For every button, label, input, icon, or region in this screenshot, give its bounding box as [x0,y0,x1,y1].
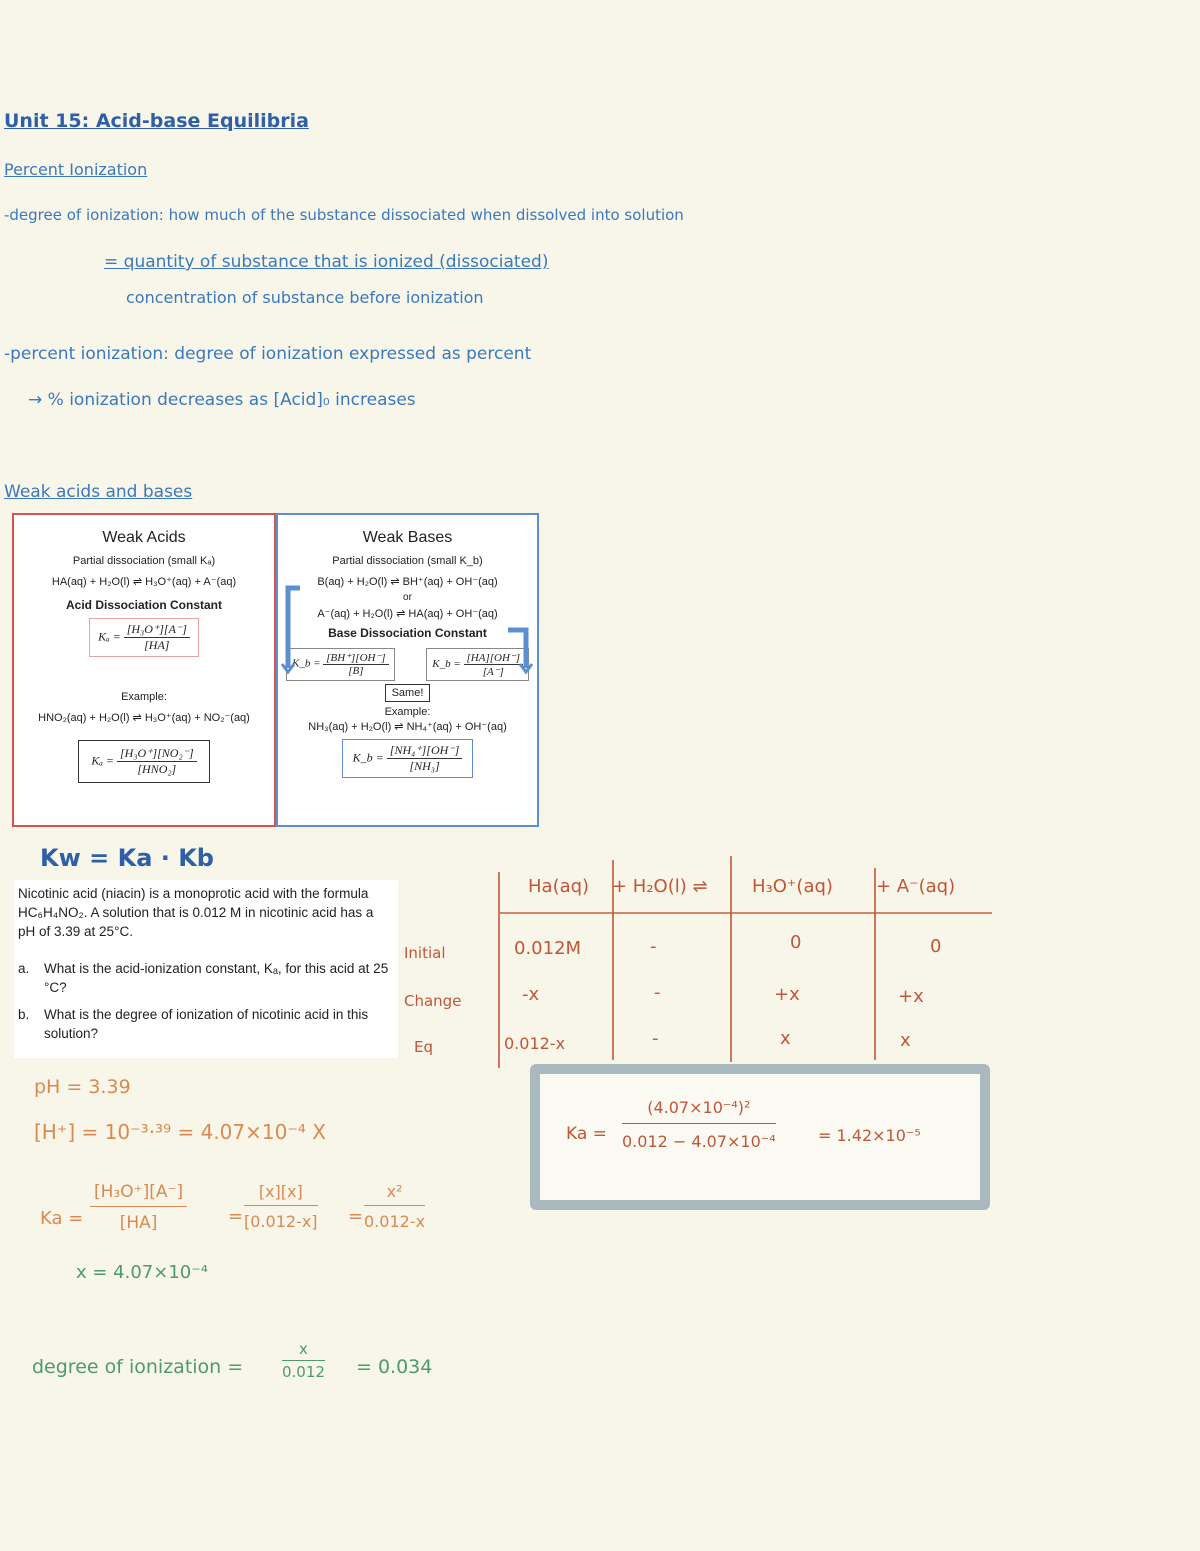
same-note: Same! [385,684,431,702]
ka-work-fraction-2 [244,1182,318,1231]
degree-of-ionization-lhs: degree of ionization = [32,1356,244,1378]
ka-work-eq-2: = [348,1206,364,1227]
weak-acids-title: Weak Acids [102,529,186,546]
degree-result: = 0.034 [356,1356,433,1378]
fraction-denominator: concentration of substance before ionization [126,288,484,307]
question-a: What is the acid-ionization constant, Kₐ, for this acid at 25 °C? [44,961,389,995]
ka-work-fraction-3 [364,1182,425,1231]
weak-bases-or: or [403,592,412,603]
kb-example-numerator: [NH₄⁺][OH⁻] [387,743,463,759]
question-b: What is the degree of ionization of nicotinic acid in this solution? [44,1007,369,1041]
question-b-letter: b. [18,1007,30,1022]
ka-lhs: Kₐ = [98,629,121,644]
boxed-ka-fraction [622,1098,776,1151]
ice-cell: 0.012M [514,938,582,959]
ka-work-eq-1: = [228,1206,244,1227]
ice-cell: x [780,1028,791,1049]
weak-bases-subtitle: Partial dissociation (small K_b) [332,555,483,567]
ice-cell: - [654,982,661,1003]
boxed-ka-numerator: (4.07×10⁻⁴)² [622,1098,776,1124]
base-example-label: Example: [384,706,431,718]
weak-bases-equation-1: B(aq) + H₂O(l) ⇌ BH⁺(aq) + OH⁻(aq) [317,576,498,588]
ice-row-label-initial: Initial [404,944,446,962]
ice-cell: x [900,1030,911,1051]
ka-example-denominator: [HNO₂] [137,762,177,776]
kb2-lhs: K_b = [432,658,461,671]
kb-example-lhs: K_b = [352,750,384,765]
boxed-ka-lhs: Ka = [566,1124,607,1144]
ice-header-acid: Ha(aq) [528,876,590,897]
page-title: Unit 15: Acid-base Equilibria [4,110,309,132]
section-heading-weak-acids-bases: Weak acids and bases [4,482,193,502]
ka-work-num-2: [x][x] [244,1182,318,1206]
kw-relation: Kw = Ka · Kb [40,844,214,872]
ka-work-num-3: x² [364,1182,425,1206]
boxed-ka-denominator: 0.012 − 4.07×10⁻⁴ [622,1132,776,1151]
ice-header-anion: + A⁻(aq) [876,876,956,897]
kb-example-denominator: [NH₃] [409,759,440,773]
ice-cell: 0 [930,936,942,957]
ice-cell: - [650,936,657,957]
weak-acids-subtitle: Partial dissociation (small Kₐ) [72,555,216,567]
ka-example-lhs: Kₐ = [91,753,114,768]
ka-denominator: [HA] [144,638,170,652]
acid-example-equation: HNO₂(aq) + H₂O(l) ⇌ H₃O⁺(aq) + NO₂⁻(aq) [38,712,250,724]
ice-cell: - [652,1028,659,1049]
weak-bases-equation-2: A⁻(aq) + H₂O(l) ⇌ HA(aq) + OH⁻(aq) [317,608,498,620]
problem-intro: Nicotinic acid (niacin) is a monoprotic acid with the formula HC₆H₄NO₂. A solution that is 0.012 M in nicotinic acid has a pH of 3.39 at 25°C. [18,886,374,939]
ka-work-den-3: 0.012-x [364,1212,426,1231]
ka-work-lhs: Ka = [40,1208,84,1229]
ice-cell: -x [522,984,540,1005]
base-dissociation-constant-label: Base Dissociation Constant [328,626,487,640]
degree-definition: -degree of ionization: how much of the substance dissociated when dissolved into solution [4,206,684,224]
weak-bases-title: Weak Bases [362,529,453,546]
kb1-numerator: [BH⁺][OH⁻] [323,651,388,665]
percent-trend: → % ionization decreases as [Acid]₀ increases [28,390,416,410]
ice-cell: +x [774,984,800,1005]
ice-header-hydronium: H₃O⁺(aq) [752,876,833,897]
section-heading-percent-ionization: Percent Ionization [4,160,148,179]
kb1-lhs: K_b = [292,657,321,670]
ka-numerator: [H₃O⁺][A⁻] [124,622,190,638]
fraction-numerator: = quantity of substance that is ionized (dissociated) [104,252,549,272]
kb1-denominator: [B] [348,665,364,677]
ice-row-label-change: Change [404,992,462,1010]
ice-cell: 0.012-x [504,1034,566,1053]
ice-header-water: + H₂O(l) ⇌ [612,876,708,897]
percent-definition: -percent ionization: degree of ionization expressed as percent [4,344,532,364]
hydronium-concentration: [H⁺] = 10⁻³·³⁹ = 4.07×10⁻⁴ X [34,1120,326,1144]
boxed-ka-result: = 1.42×10⁻⁵ [818,1126,921,1145]
ka-work-num-1: [H₃O⁺][A⁻] [90,1182,187,1207]
base-example-equation: NH₃(aq) + H₂O(l) ⇌ NH₄⁺(aq) + OH⁻(aq) [308,721,507,733]
ka-example-numerator: [H₃O⁺][NO₂⁻] [117,746,197,762]
x-value: x = 4.07×10⁻⁴ [76,1262,208,1283]
ice-cell: +x [898,986,924,1007]
acid-dissociation-constant-label: Acid Dissociation Constant [65,598,223,612]
kb2-numerator: [HA][OH⁻] [464,651,523,665]
ice-row-label-eq: Eq [414,1038,433,1056]
ph-value: pH = 3.39 [34,1076,131,1098]
kb2-denominator: [A⁻] [482,666,504,678]
ka-work-den-2: [0.012-x] [244,1212,318,1231]
question-a-letter: a. [18,961,30,976]
acid-example-label: Example: [121,691,167,703]
degree-fraction [282,1340,325,1381]
ka-work-den-1: [HA] [119,1213,158,1233]
degree-numerator: x [282,1340,325,1361]
problem-statement [14,880,398,1058]
ice-cell: 0 [790,932,802,953]
degree-denominator: 0.012 [282,1363,325,1381]
ka-work-fraction-1 [90,1182,187,1233]
weak-acids-equation: HA(aq) + H₂O(l) ⇌ H₃O⁺(aq) + A⁻(aq) [51,576,237,588]
